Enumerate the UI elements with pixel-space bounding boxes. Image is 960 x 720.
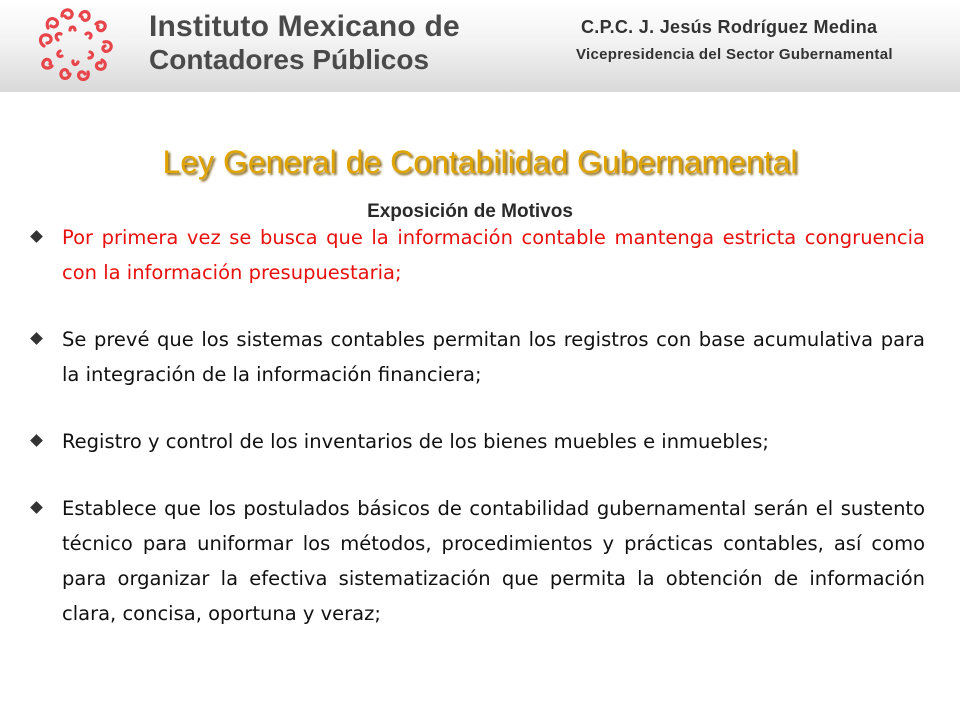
bullet-diamond-icon xyxy=(30,434,43,447)
speaker-role: Vicepresidencia del Sector Gubernamental xyxy=(576,46,893,63)
bullet-diamond-icon xyxy=(30,332,43,345)
speaker-name: C.P.C. J. Jesús Rodríguez Medina xyxy=(581,17,878,37)
bullet-item xyxy=(30,220,925,290)
bullet-list xyxy=(30,220,925,663)
slide-header xyxy=(0,0,960,92)
bullet-text: Registro y control de los inventarios de los bienes muebles e inmuebles; xyxy=(62,430,769,453)
bullet-item xyxy=(30,491,925,631)
bullet-text: Se prevé que los sistemas contables permitan los registros con base acumulativa para la integración de la información financiera; xyxy=(62,328,925,386)
bullet-diamond-icon xyxy=(30,230,43,243)
slide-title: Ley General de Contabilidad Gubernamental xyxy=(162,144,798,180)
bullet-item xyxy=(30,322,925,392)
bullet-text: Establece que los postulados básicos de contabilidad gubernamental serán el sustento técnico para uniformar los métodos, procedimientos y prácticas contables, así como para organizar la efectiva sistematización que permita la obtención de información clara, concisa, oportuna y veraz; xyxy=(62,497,925,625)
organization-name-line1: Instituto Mexicano de xyxy=(149,10,460,43)
slide-subtitle: Exposición de Motivos xyxy=(367,201,573,222)
organization-name-line2: Contadores Públicos xyxy=(149,44,430,75)
bullet-item xyxy=(30,424,925,459)
bullet-diamond-icon xyxy=(30,501,43,514)
bullet-text: Por primera vez se busca que la información contable mantenga estricta congruencia con la información presupuestaria; xyxy=(62,226,925,284)
imcp-logo-icon xyxy=(34,8,116,84)
